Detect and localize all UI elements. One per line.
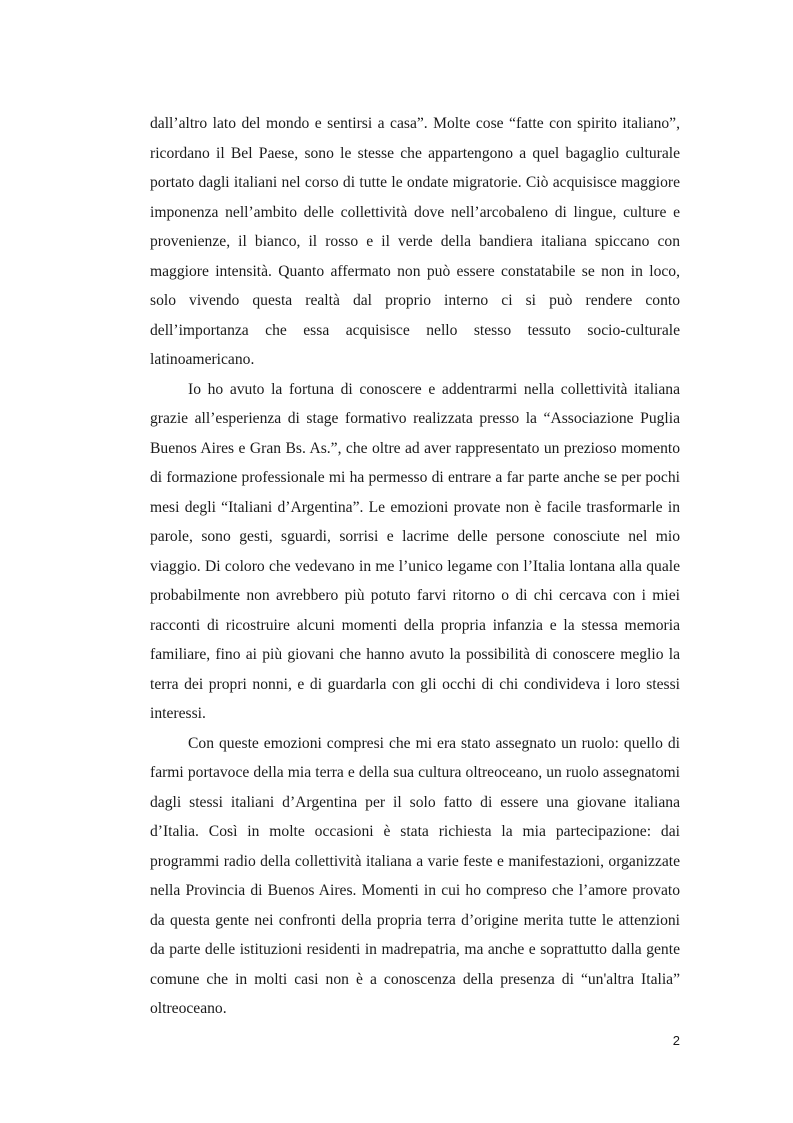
page-number: 2 bbox=[672, 1033, 680, 1048]
paragraph-continuation: dall’altro lato del mondo e sentirsi a casa”. Molte cose “fatte con spirito italiano”, ricordano il Bel Paese, sono le stesse che appartengono a quel bagaglio culturale portato dagli italiani nel corso di tutte le ondate migratorie. Ciò acquisisce maggiore imponenza nell’ambito delle collettività dove nell’arcobaleno di lingue, culture e provenienze, il bianco, il rosso e il verde della bandiera italiana spiccano con maggiore intensità. Quanto affermato non può essere constatabile se non in loco, solo vivendo questa realtà dal proprio interno ci si può rendere conto dell’importanza che essa acquisisce nello stesso tessuto socio-culturale latinoamericano. bbox=[150, 115, 680, 368]
paragraph-stage-experience: Io ho avuto la fortuna di conoscere e addentrarmi nella collettività italiana grazie all’esperienza di stage formativo realizzata presso la “Associazione Puglia Buenos Aires e Gran Bs. As.”, che oltre ad aver rappresentato un prezioso momento di formazione professionale mi ha permesso di entrare a far parte anche se per pochi mesi degli “Italiani d’Argentina”. Le emozioni provate non è facile trasformarle in parole, sono gesti, sguardi, sorrisi e lacrime delle persone conosciute nel mio viaggio. Di coloro che vedevano in me l’unico legame con l’Italia lontana alla quale probabilmente non avrebbero più potuto farvi ritorno o di chi cercava con i miei racconti di ricostruire alcuni momenti della propria infanzia e la stessa memoria familiare, fino ai più giovani che hanno avuto la possibilità di conoscere meglio la terra dei propri nonni, e di guardarla con gli occhi di chi condivideva i loro stessi interessi. bbox=[150, 380, 680, 722]
body-text bbox=[150, 109, 680, 1024]
paragraph-role: Con queste emozioni compresi che mi era stato assegnato un ruolo: quello di farmi portavoce della mia terra e della sua cultura oltreoceano, un ruolo assegnatomi dagli stessi italiani d’Argentina per il solo fatto di essere una giovane italiana d’Italia. Così in molte occasioni è stata richiesta la mia partecipazione: dai programmi radio della collettività italiana a varie feste e manifestazioni, organizzate nella Provincia di Buenos Aires. Momenti in cui ho compreso che l’amore provato da questa gente nei confronti della propria terra d’origine merita tutte le attenzioni da parte delle istituzioni residenti in madrepatria, ma anche e soprattutto dalla gente comune che in molti casi non è a conoscenza della presenza di “un'altra Italia” oltreoceano. bbox=[150, 734, 680, 1017]
